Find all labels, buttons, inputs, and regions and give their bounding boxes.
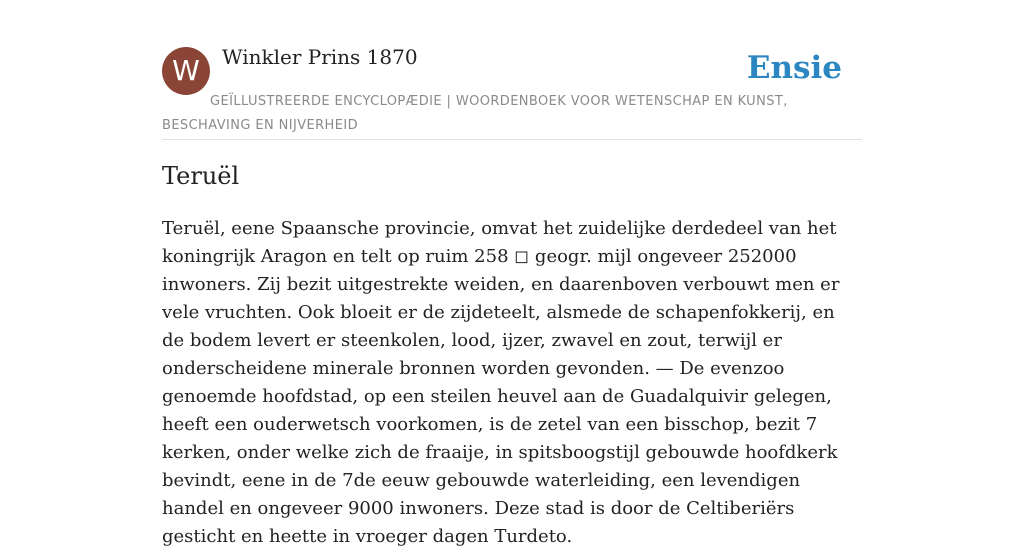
source-subtitle: GEÏLLUSTREERDE ENCYCLOPÆDIE | WOORDENBOEK VOOR WETENSCHAP EN KUNST, BESCHAVING EN NIJVERHEID (162, 94, 788, 133)
ensie-logo-link[interactable]: Ensie (746, 50, 842, 86)
source-avatar[interactable]: W (162, 47, 210, 95)
entry-body: Teruël, eene Spaansche provincie, omvat het zuidelijke derdedeel van het koningrijk Aragon en telt op ruim 258 ◻ geogr. mijl ongeveer 252000 inwoners. Zij bezit uitgestrekte weiden, en daarenboven verbouwt men er vele vruchten. Ook bloeit er de zijdeteelt, alsmede de schapenfokkerij, en de bodem levert er steenkolen, lood, ijzer, zwavel en zout, terwijl er onderscheidene minerale bronnen worden gevonden. — De evenzoo genoemde hoofdstad, op een steilen heuvel aan de Guadalquivir gelegen, heeft een ouderwetsch voorkomen, is de zetel van een bisschop, bezit 7 kerken, onder welke zich de fraaije, in spitsboogstijl gebouwde hoofdkerk bevindt, eene in de 7de eeuw gebouwde waterleiding, een levendigen handel en ongeveer 9000 inwoners. Deze stad is door de Celtiberiërs gesticht en heette in vroeger dagen Turdeto. (162, 218, 840, 547)
entry-title: Teruël (162, 162, 240, 190)
source-title-link[interactable]: Winkler Prins 1870 (222, 45, 418, 69)
source-header (162, 0, 862, 140)
